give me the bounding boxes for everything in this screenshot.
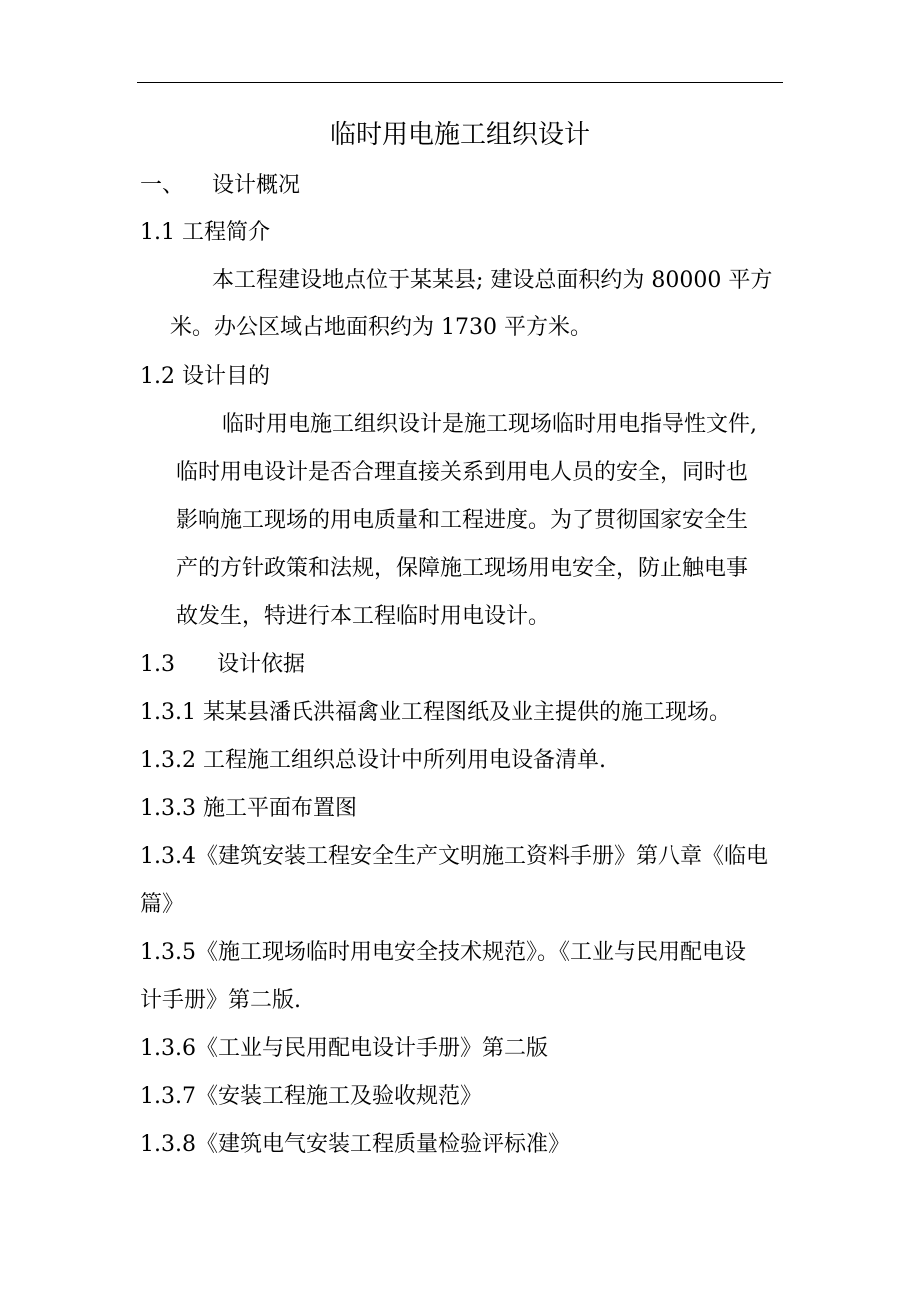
- header-rule: [137, 82, 783, 83]
- basis-item-8: 1.3.8《建筑电气安装工程质量检验评标准》: [140, 1132, 570, 1157]
- section-1-1-para-line-2: 米。办公区域占地面积约为 1730 平方米。: [170, 315, 592, 340]
- section-1-2-para-line-3: 影响施工现场的用电质量和工程进度。为了贯彻国家安全生: [176, 508, 749, 533]
- section-1-1-para-line-1: 本工程建设地点位于某某县; 建设总面积约为 80000 平方: [212, 268, 773, 293]
- basis-item-2: 1.3.2 工程施工组织总设计中所列用电设备清单.: [140, 748, 606, 773]
- section-1-2-para-line-2: 临时用电设计是否合理直接关系到用电人员的安全，同时也: [176, 460, 749, 485]
- basis-item-1: 1.3.1 某某县潘氏洪福禽业工程图纸及业主提供的施工现场。: [140, 700, 731, 725]
- basis-item-4-cont: 篇》: [140, 892, 185, 917]
- basis-item-4: 1.3.4《建筑安装工程安全生产文明施工资料手册》第八章《临电: [140, 844, 768, 869]
- section-1-2-para-line-4: 产的方针政策和法规，保障施工现场用电安全，防止触电事: [176, 556, 749, 581]
- basis-item-3: 1.3.3 施工平面布置图: [140, 796, 357, 821]
- section-1-2-heading: 1.2 设计目的: [140, 364, 270, 389]
- section-1-3-heading: 1.3 设计依据: [140, 652, 305, 677]
- section-1-2-para-line-5: 故发生，特进行本工程临时用电设计。: [176, 604, 551, 629]
- basis-item-7: 1.3.7《安装工程施工及验收规范》: [140, 1084, 482, 1109]
- basis-item-5: 1.3.5《施工现场临时用电安全技术规范》。《工业与民用配电设: [140, 940, 746, 965]
- basis-item-5-cont: 计手册》第二版.: [140, 988, 301, 1013]
- section-1-heading: 一、 设计概况: [140, 173, 300, 198]
- section-1-1-heading: 1.1 工程简介: [140, 220, 270, 245]
- document-title: 临时用电施工组织设计: [329, 120, 590, 150]
- section-1-2-para-line-1: 临时用电施工组织设计是施工现场临时用电指导性文件,: [222, 412, 757, 437]
- basis-item-6: 1.3.6《工业与民用配电设计手册》第二版: [140, 1036, 548, 1061]
